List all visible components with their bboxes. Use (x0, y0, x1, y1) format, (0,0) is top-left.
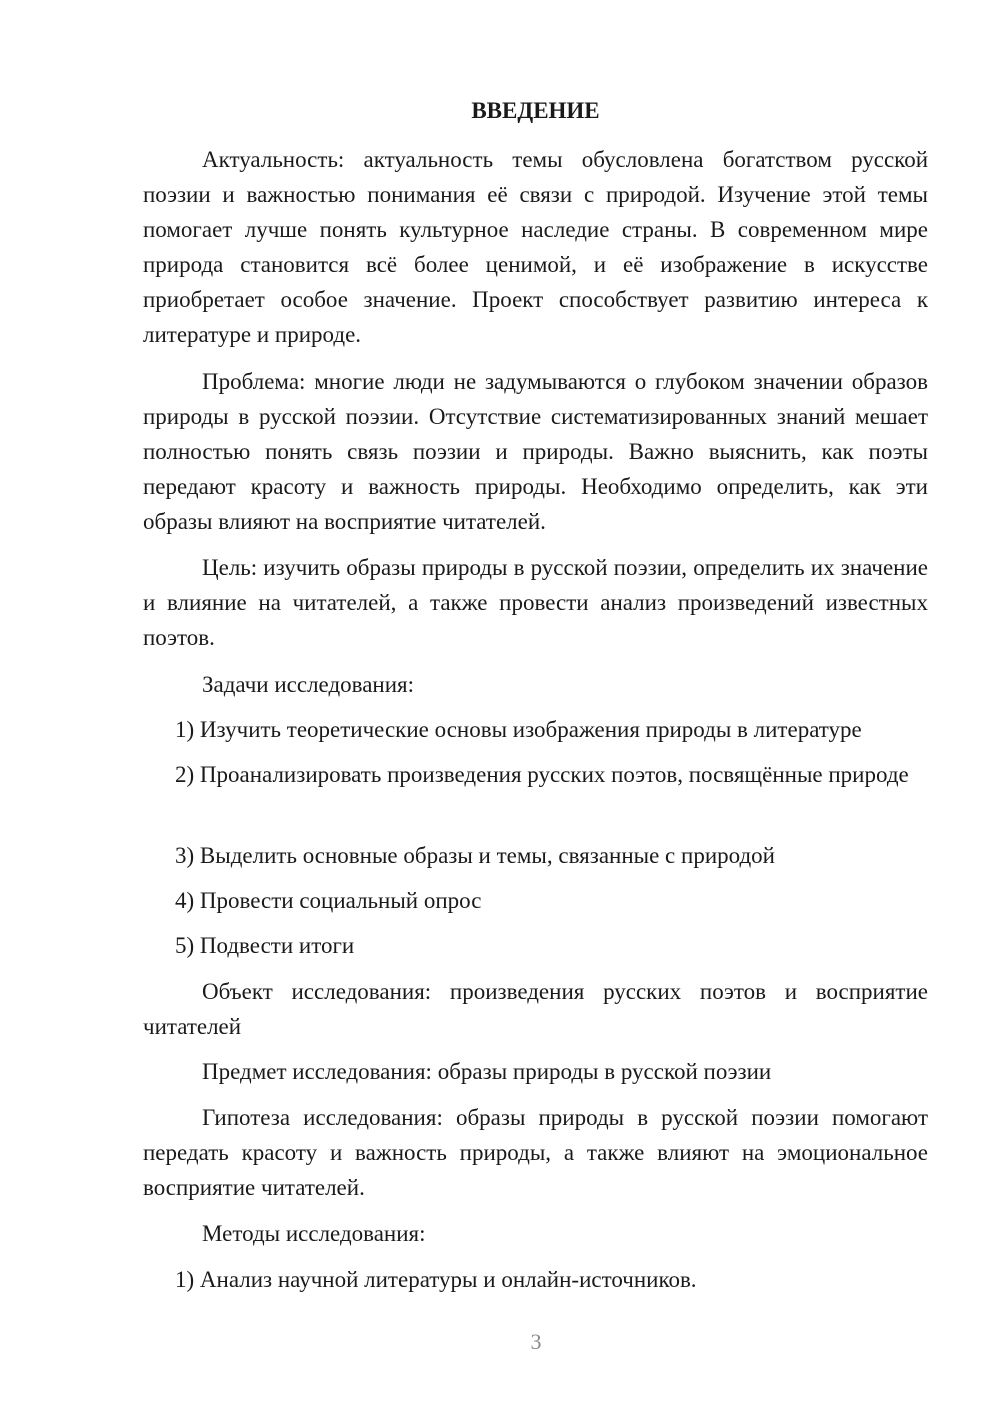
method-item-1: 1) Анализ научной литературы и онлайн-источников. (175, 1267, 697, 1292)
paragraph-relevance: Актуальность: актуальность темы обусловлена богатством русской поэзии и важностью понимания её связи с природой. Изучение этой темы помогает лучше понять культурное наследие страны. В современном мире природа становится всё более ценимой, и её изображение в искусстве приобретает особое значение. Проект способствует развитию интереса к литературе и природе. (143, 147, 928, 347)
paragraph-goal: Цель: изучить образы природы в русской поэзии, определить их значение и влияние на читателей, а также провести анализ произведений известных поэтов. (143, 555, 928, 650)
task-item-5: 5) Подвести итоги (175, 933, 355, 958)
page-number: 3 (530, 1329, 542, 1354)
paragraph-problem: Проблема: многие люди не задумываются о глубоком значении образов природы в русской поэзии. Отсутствие систематизированных знаний мешает полностью понять связь поэзии и природы. Важно выяснить, как поэты передают красоту и важность природы. Необходимо определить, как эти образы влияют на восприятие читателей. (143, 369, 928, 534)
task-item-3: 3) Выделить основные образы и темы, связанные с природой (175, 843, 775, 868)
paragraph-subject: Предмет исследования: образы природы в русской поэзии (202, 1059, 772, 1084)
paragraph-object: Объект исследования: произведения русских поэтов и восприятие читателей (143, 979, 928, 1039)
task-item-1: 1) Изучить теоретические основы изображения природы в литературе (175, 717, 862, 742)
paragraph-hypothesis: Гипотеза исследования: образы природы в русской поэзии помогают передать красоту и важность природы, а также влияют на эмоциональное восприятие читателей. (143, 1105, 928, 1200)
task-item-2: 2) Проанализировать произведения русских поэтов, посвящённые природе (175, 762, 909, 787)
section-title: ВВЕДЕНИЕ (471, 98, 600, 123)
methods-heading: Методы исследования: (202, 1221, 426, 1246)
tasks-heading: Задачи исследования: (202, 672, 415, 697)
task-item-4: 4) Провести социальный опрос (175, 888, 482, 913)
